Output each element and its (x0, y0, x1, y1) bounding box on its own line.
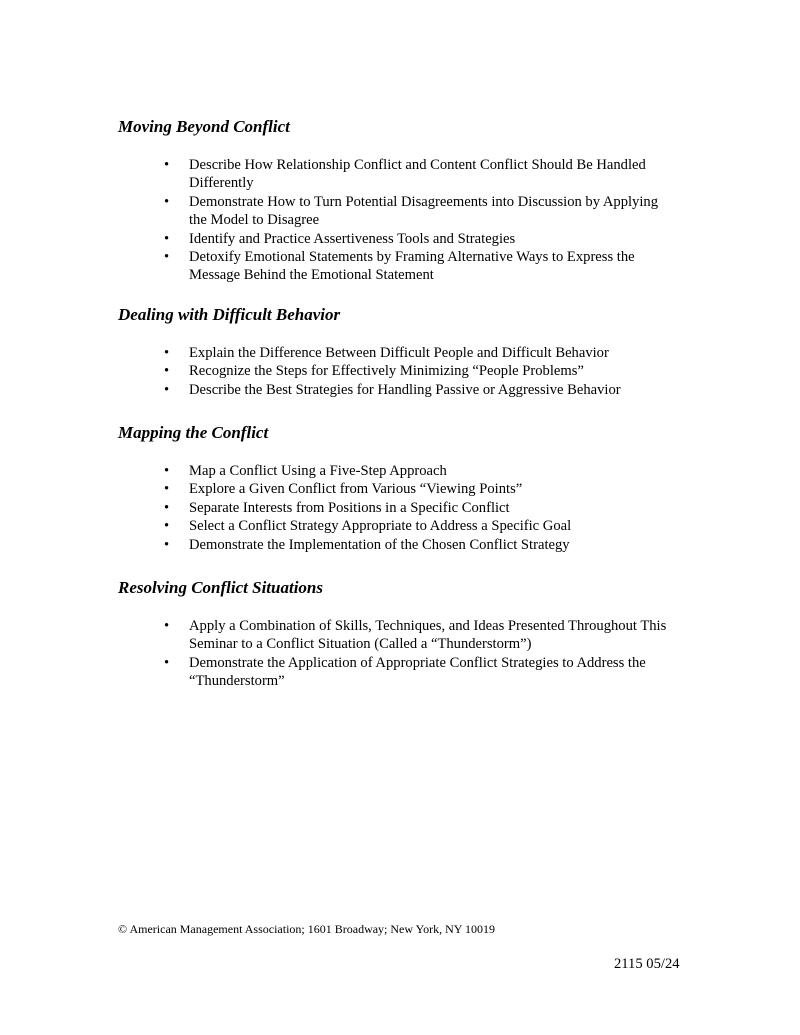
list-item (164, 536, 674, 554)
bullet-icon: • (164, 463, 170, 479)
section-dealing-with-difficult-behavior (118, 305, 698, 398)
list-item-text: Demonstrate the Application of Appropriate Conflict Strategies to Address the “Thunderstorm” (189, 654, 646, 690)
list-item (164, 344, 674, 362)
list-item (164, 381, 674, 399)
list-item (164, 230, 674, 248)
list-item-text: Apply a Combination of Skills, Techniques, and Ideas Presented Throughout This Seminar to a Conflict Situation (Called a “Thunderstorm”) (189, 618, 667, 653)
list-item-text: Describe How Relationship Conflict and Content Conflict Should Be Handled Differently (189, 157, 646, 192)
list-item (164, 248, 674, 285)
bullet-list (164, 344, 674, 399)
list-item (164, 654, 674, 691)
section-resolving-conflict-situations (118, 578, 698, 690)
bullet-icon: • (164, 536, 170, 553)
list-item-text: Separate Interests from Positions in a Specific Conflict (189, 499, 510, 516)
section-heading: Dealing with Difficult Behavior (118, 305, 341, 324)
bullet-icon: • (164, 518, 170, 535)
list-item (164, 156, 674, 193)
bullet-icon: • (164, 157, 170, 173)
bullet-list (164, 617, 674, 691)
copyright-footer: © American Management Association; 1601 Broadway; New York, NY 10019 (118, 922, 495, 936)
list-item (164, 462, 674, 480)
bullet-icon: • (164, 481, 170, 498)
list-item-text: Describe the Best Strategies for Handling Passive or Aggressive Behavior (189, 381, 621, 398)
list-item (164, 499, 674, 517)
bullet-list (164, 156, 674, 285)
bullet-icon: • (164, 345, 170, 361)
bullet-icon: • (164, 230, 170, 247)
list-item-text: Detoxify Emotional Statements by Framing Alternative Ways to Express the Message Behind the Emotional Statement (189, 249, 635, 284)
list-item (164, 480, 674, 498)
list-item-text: Map a Conflict Using a Five-Step Approach (189, 463, 447, 479)
document-code: 2115 05/24 (614, 956, 680, 972)
section-heading: Moving Beyond Conflict (118, 117, 290, 136)
list-item-text: Select a Conflict Strategy Appropriate to Address a Specific Goal (189, 518, 572, 535)
section-mapping-the-conflict (118, 423, 698, 553)
bullet-icon: • (164, 381, 170, 398)
bullet-icon: • (164, 499, 170, 516)
list-item (164, 193, 674, 230)
list-item-text: Demonstrate How to Turn Potential Disagreements into Discussion by Applying the Model to Disagree (189, 193, 659, 229)
bullet-list (164, 462, 674, 554)
list-item (164, 362, 674, 380)
bullet-icon: • (164, 193, 170, 210)
list-item (164, 517, 674, 535)
section-moving-beyond-conflict (118, 117, 698, 284)
bullet-icon: • (164, 249, 170, 266)
bullet-icon: • (164, 618, 170, 634)
list-item-text: Recognize the Steps for Effectively Minimizing “People Problems” (189, 363, 584, 380)
list-item (164, 617, 674, 654)
list-item-text: Explore a Given Conflict from Various “Viewing Points” (189, 481, 523, 498)
list-item-text: Demonstrate the Implementation of the Chosen Conflict Strategy (189, 536, 570, 553)
section-heading: Resolving Conflict Situations (118, 578, 323, 597)
list-item-text: Identify and Practice Assertiveness Tools and Strategies (189, 230, 516, 247)
bullet-icon: • (164, 363, 170, 380)
list-item-text: Explain the Difference Between Difficult People and Difficult Behavior (189, 345, 609, 361)
bullet-icon: • (164, 654, 170, 671)
section-heading: Mapping the Conflict (118, 423, 269, 442)
